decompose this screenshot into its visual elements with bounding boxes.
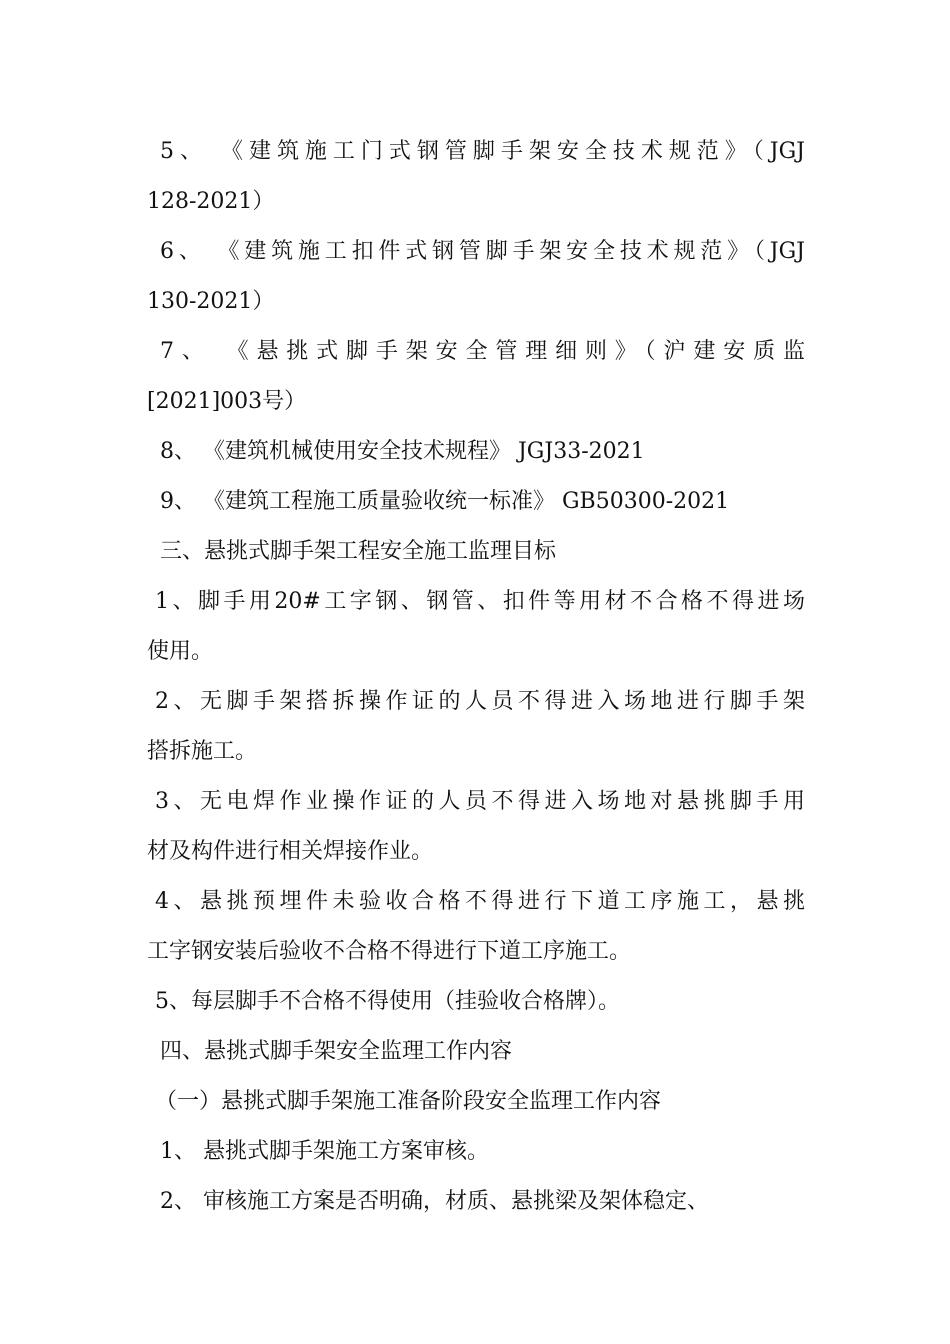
text-line-16: 4、悬挑预埋件未验收合格不得进行下道工序施工，悬挑 — [155, 889, 805, 914]
text-line-2: 128-2021） — [147, 189, 275, 214]
text-line-7: 8、 《建筑机械使用安全技术规程》 JGJ33-2021 — [160, 439, 645, 464]
section-heading-3: 三、悬挑式脚手架工程安全施工监理目标 — [160, 539, 557, 564]
text-line-11: 使用。 — [147, 639, 214, 664]
text-line-5: 7、 《悬挑式脚手架安全管理细则》（沪建安质监 — [160, 339, 805, 364]
text-line-12: 2、无脚手架搭拆操作证的人员不得进入场地进行脚手架 — [155, 689, 805, 714]
text-line-15: 材及构件进行相关焊接作业。 — [147, 839, 434, 864]
text-line-14: 3、无电焊作业操作证的人员不得进入场地对悬挑脚手用 — [155, 789, 805, 814]
text-line-13: 搭拆施工。 — [147, 739, 258, 764]
text-line-10: 1、脚手用20#工字钢、钢管、扣件等用材不合格不得进场 — [155, 589, 805, 614]
text-line-22: 2、 审核施工方案是否明确，材质、悬挑梁及架体稳定、 — [160, 1189, 709, 1214]
text-line-1: 5、 《建筑施工门式钢管脚手架安全技术规范》（JGJ — [160, 139, 805, 164]
text-line-21: 1、 悬挑式脚手架施工方案审核。 — [160, 1139, 489, 1164]
text-line-17: 工字钢安装后验收不合格不得进行下道工序施工。 — [147, 939, 632, 964]
text-line-3: 6、 《建筑施工扣件式钢管脚手架安全技术规范》（JGJ — [160, 239, 805, 264]
text-line-4: 130-2021） — [147, 289, 275, 314]
text-line-8: 9、 《建筑工程施工质量验收统一标准》 GB50300-2021 — [160, 489, 730, 514]
text-line-18: 5、每层脚手不合格不得使用（挂验收合格牌）。 — [155, 989, 620, 1014]
section-heading-4: 四、悬挑式脚手架安全监理工作内容 — [160, 1039, 513, 1064]
subsection-heading-1: （一）悬挑式脚手架施工准备阶段安全监理工作内容 — [155, 1089, 662, 1114]
text-line-6: [2021]003号） — [147, 389, 307, 414]
